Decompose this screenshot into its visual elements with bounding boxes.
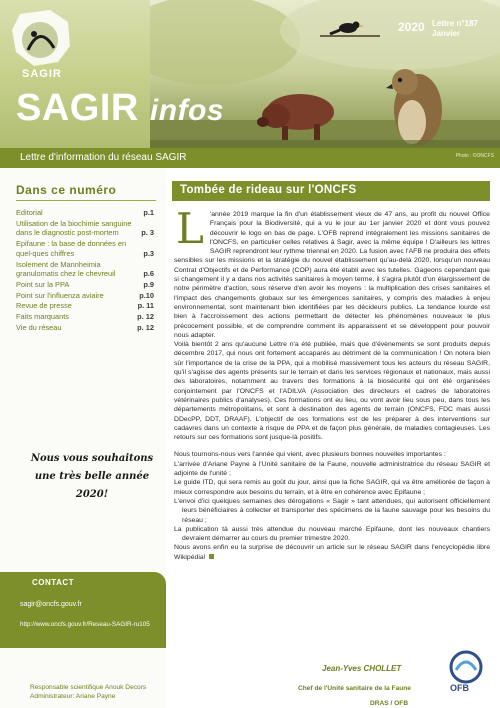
toc-item-page: p. 12 <box>137 312 154 322</box>
table-of-contents <box>16 208 156 334</box>
ofb-logo-icon <box>446 650 488 684</box>
toc-item-title: Vie du réseau <box>16 323 62 333</box>
toc-item[interactable] <box>16 312 156 322</box>
toc-item-page: p. 3 <box>141 228 154 238</box>
contact-email-link[interactable]: sagir@oncfs.gouv.fr <box>20 601 82 608</box>
sagir-logo <box>0 0 160 90</box>
paragraph-3: Nous tournons-nous vers l'année qui vient, avec plusieurs bonnes nouvelles importantes : <box>174 451 446 459</box>
toc-item-title: Point sur la PPA <box>16 279 70 289</box>
scientific-lead: Responsable scientifique Anouk Decors <box>30 684 147 691</box>
toc-item[interactable] <box>16 323 156 333</box>
paragraph-6: L'envoi d'ici quelques semaines des dérogations « Sagir » tant attendues, qui autorisent officiellement leurs bénéficiaires à collecter et transporter des spécimens de la faune sauvage pour les besoins du réseau ; <box>174 497 490 524</box>
ofb-logo-text: OFB <box>450 683 469 693</box>
toc-item-title: Epifaune : la base de données en quel-ques chiffres <box>16 239 127 258</box>
credits <box>30 683 146 701</box>
new-year-wish <box>24 450 160 504</box>
administrator: Administrateur: Ariane Payne <box>30 693 116 700</box>
signature-dept: DRAS / OFB <box>370 700 409 707</box>
toc-item-title: Isolement de Mannheimia granulomatis chez le chevreuil <box>16 259 116 279</box>
toc-item-title: Editorial <box>16 208 43 217</box>
paragraph-2: Voilà bientôt 2 ans qu'aucune Lettre n'a été publiée, mais que d'évènements se sont produits depuis décembre 2017, qui nous ont fortement accaparés au détriment de la communication ! On notera bien sûr l'importance de la crise de la PPA, qui a mobilisé massivement tous les acteurs du réseau SAGIR, qu'il s'agisse des agents présents sur le terrain et dans les services régionaux et nationaux, mais aussi des laboratoires, notamment au travers des formations à la biosécurité qui ont été organisées conjointement par l'ONCFS et l'ADILVA (Association des directeurs et cadres de laboratoires vétérinaires publics d'analyses). Ces formations ont eu lieu, ou vont avoir lieu sous peu, dans tous les départements métropolitains, et sont à destination des agents de terrain (ONCFS, FDC mais aussi DDecPP, DDT, DRAAF). L'objectif de ces formations est de les préparer à des interventions sur cadavres dans un contexte à risque de PPA et de façon plus générale, de maladies contagieuses. Les retours sur ces formations sont jusque-là positifs. <box>174 341 490 442</box>
title-italic: infos <box>149 94 225 127</box>
paragraph-4: L'arrivée d'Ariane Payne à l'Unité sanitaire de la Faune, nouvelle administratrice du réseau SAGIR et adjointe de l'unité ; <box>174 460 490 478</box>
toc-item[interactable] <box>16 291 156 301</box>
spacer <box>174 442 490 450</box>
toc-item-title: Utilisation de la biochimie sanguine dans le diagnostic post-mortem <box>16 218 132 238</box>
toc-item-page: p. 11 <box>137 301 154 311</box>
issue-info <box>432 19 478 39</box>
contact-box <box>0 572 166 648</box>
article-heading: Tombée de rideau sur l'ONCFS <box>180 184 357 196</box>
issue-number: Lettre n°187 <box>432 19 478 28</box>
toc-item-page: p.3 <box>143 248 154 258</box>
photo-credit: Photo : ©ONCFS <box>455 153 494 159</box>
logo-text: SAGIR <box>22 68 62 80</box>
toc-item-title: Faits marquants <box>16 312 69 322</box>
toc-item[interactable] <box>16 219 156 238</box>
wish-line-2: une très belle année 2020! <box>34 471 150 500</box>
paragraph-8: Nous avons enfin eu la surprise de découvrir un article sur le réseau SAGIR dans l'encyclopédie libre Wikipédia! <box>174 544 490 561</box>
subtitle: Lettre d'information du réseau SAGIR <box>20 152 187 163</box>
toc-item-page: p.9 <box>143 279 154 289</box>
newsletter-title <box>16 86 224 133</box>
toc-item-page: p.10 <box>139 290 154 300</box>
toc-item[interactable] <box>16 301 156 311</box>
dropcap: L <box>176 204 204 253</box>
toc-item-title: Revue de presse <box>16 301 72 311</box>
signature-role: Chef de l'Unité sanitaire de la Faune <box>298 685 411 692</box>
editorial-article <box>174 204 490 562</box>
masthead <box>0 0 500 168</box>
toc-item-page: p.6 <box>143 269 154 279</box>
wish-line-1: Nous vous souhaitons <box>30 453 154 464</box>
title-main: SAGIR <box>16 87 139 129</box>
toc-item[interactable] <box>16 239 156 258</box>
issue-month: Janvier <box>432 29 461 38</box>
paragraph-1: L 'année 2019 marque la fin d'un établissement vieux de 47 ans, au profit du nouvel Office Français pour la Biodiversité, qui a vu le jour au 1er janvier 2020 et dont vous pouvez découvrir le logo en bas de page. L'OFB reprend intégralement les missions sanitaires de l'ONCFS, en particulier celles relatives à Sagir, avec la même équipe ! D'ailleurs les lettres SAGIR reprendront leur rythme triennal en 2020. La fusion avec l'AFB ne produira des effets sensibles sur les missions et la stratégie du nouvel établissement qu'au-delà 2020, lorsqu'un nouveau Contrat d'Objectifs et de Performance (COP) aura été établi avec les tutelles. Gageons cependant que si changement il y a dans nos activités sanitaires à moyen terme, il s'agira plutôt d'un élargissement de notre périmètre d'action, sous réserve d'en avoir les moyens : la multiplication des crises sanitaires et l'impact des changements globaux sur les émergences sanitaires, y compris des maladies à enjeu environnemental, sont maintenant bien identifiées par les décideurs publics. La tendance lourde est bien à l'accroissement des actions permettant de détecter les phénomènes nouveaux le plus précocement possible, et de comprendre comment ils apparaissent et se développent pour pouvoir nous adapter. <box>174 204 490 339</box>
toc-item[interactable] <box>16 208 156 218</box>
toc-item-page: p. 12 <box>137 323 154 333</box>
toc-item[interactable] <box>16 280 156 290</box>
issue-year: 2020 <box>398 20 425 34</box>
toc-divider <box>16 200 156 201</box>
toc-item[interactable] <box>16 260 156 279</box>
contact-title: CONTACT <box>32 578 75 587</box>
paragraph-7: La publication tà aussi très attendue du nouveau marché Epifaune, dont les nouveaux chantiers devraient démarrer au cours du premier trimestre 2020. <box>174 525 490 543</box>
signature-name: Jean-Yves CHOLLET <box>322 664 402 673</box>
toc-item-title: Point sur l'influenza aviaire <box>16 290 104 300</box>
paragraph-5: Le guide ITD, qui sera remis au goût du jour, ainsi que la fiche SAGIR, qui va être améliorée de façon à mieux correspondre aux besoins du terrain, et à être en cohérence avec Epifaune ; <box>174 479 490 496</box>
toc-item-page: p.1 <box>143 208 154 217</box>
contact-url-link[interactable]: http://www.oncfs.gouv.fr/Reseau-SAGIR-ru105 <box>20 621 150 628</box>
end-mark <box>209 554 214 559</box>
toc-heading: Dans ce numéro <box>16 183 117 197</box>
